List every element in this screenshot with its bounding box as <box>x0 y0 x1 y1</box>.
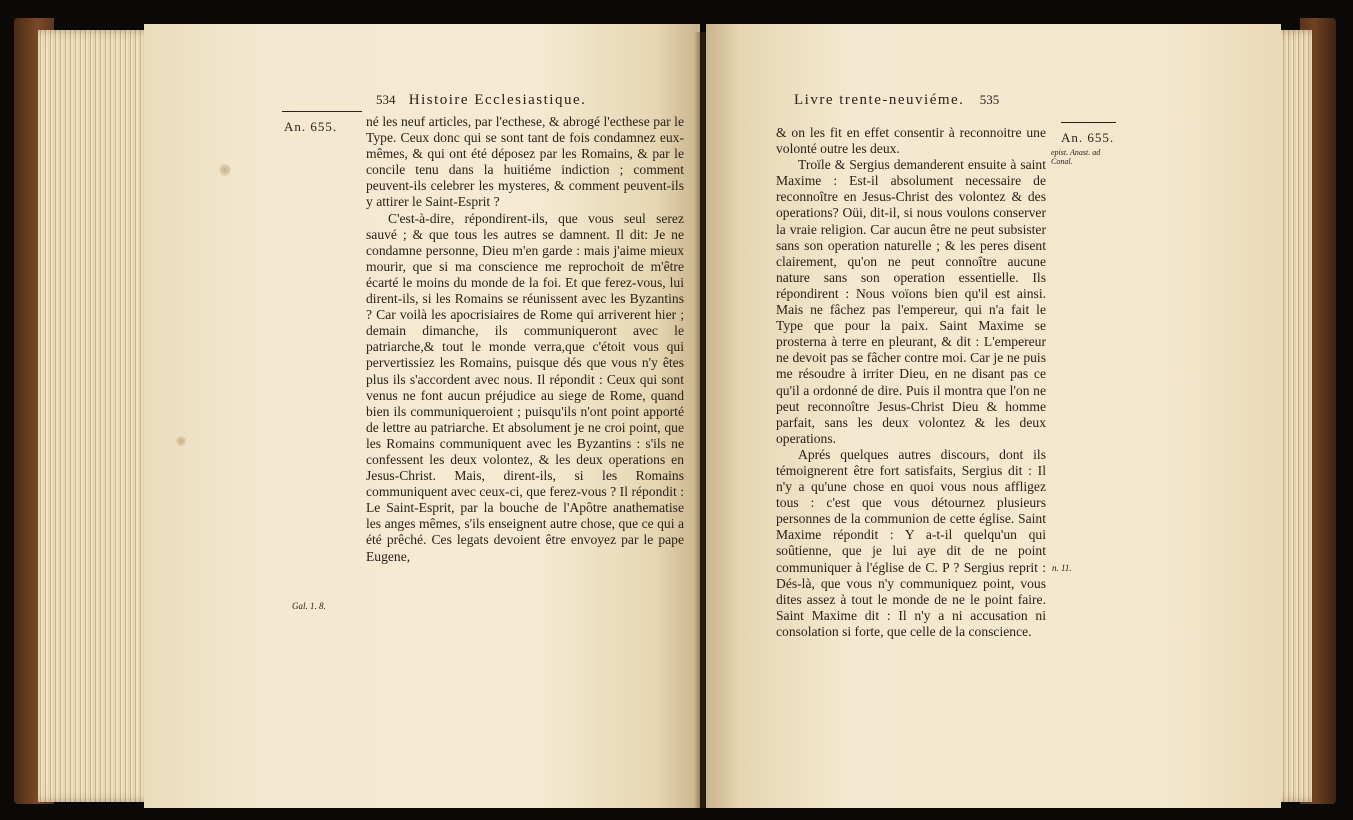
year-rule-left <box>282 111 362 112</box>
foxing-stain <box>219 164 231 176</box>
left-page-number: 534 <box>376 92 396 107</box>
right-paragraph-3: Aprés quelques autres discours, dont ils témoignerent être fort satisfaits, Sergius dit : Il n'y a qu'une chose en quoi vous nous affligez tous : c'est que vous détournez plusieurs personnes de la communion de cette église. Saint Maxime répondit : Y a-t-il quelqu'un qui soûtienne, que je lui aye dit de ne point communiquer à l'église de C. P ? Sergius reprit : Dés-là, que vous n'y communiquez point, vous dites assez à tout le monde de ne le point faire. Saint Maxime dit : Il n'y a ni accusation ni consolation si forte, que celle de la conscience. <box>776 446 1046 639</box>
year-rule-right <box>1061 122 1116 123</box>
right-running-title: Livre trente-neuviéme. <box>794 92 965 108</box>
page-edges-left <box>38 30 156 802</box>
right-paragraph-2: Troïle & Sergius demanderent ensuite à saint Maxime : Est-il absolument necessaire de reconnoître en Jesus-Christ des volontez & des operations? Oüi, dit-il, si nous voulons conserver la vraie religion. Car aucun être ne peut subsister sans son operation naturelle ; & les peres disent clairement, qu'on ne peut connoître aucune nature sans son operation essentielle. Ils répondirent : Nous voïons bien qu'il est ainsi. Mais ne fâchez pas l'empereur, qui n'a fait le Type que pour la paix. Saint Maxime se prosterna à terre en pleurant, & dit : L'empereur ne devoit pas se fâcher contre moi. Car je ne puis me résoudre à irriter Dieu, en ne disant pas ce qu'il a ordonné de dire. Puis il montra que l'on ne peut reconnoître Jesus-Christ Dieu & homme parfait, sans les deux volontez & les deux operations. <box>776 157 1046 446</box>
left-year-marker: An. 655. <box>284 119 338 134</box>
right-body-text <box>776 125 1046 640</box>
left-running-head <box>376 92 586 109</box>
right-page <box>706 24 1281 808</box>
right-margin-note-top: epist. Anast. ad Conal. <box>1051 148 1101 166</box>
left-page <box>144 24 700 808</box>
left-margin-note: Gal. 1. 8. <box>292 601 326 611</box>
foxing-stain <box>176 436 186 446</box>
left-paragraph-1: né les neuf articles, par l'ecthese, & abrogé l'ecthese par le Type. Ceux donc qui se sont tant de fois condamnez eux-mêmes, & qui ont été déposez par les Romains, & par le concile tenu dans la huitiéme indiction ; comment peuvent-ils celebrer les mysteres, & comment peuvent-ils y attirer le Saint-Esprit ? <box>366 114 684 210</box>
right-page-number: 535 <box>979 92 1000 107</box>
right-paragraph-1: & on les fit en effet consentir à reconnoitre une volonté outre les deux. <box>776 125 1046 157</box>
right-year-marker: An. 655. <box>1061 130 1115 145</box>
left-paragraph-2: C'est-à-dire, répondirent-ils, que vous seul serez sauvé ; & que tous les autres se damnent. Il dit: Je ne condamne personne, Dieu m'en garde : mais j'aime mieux mourir, que si ma conscience me reprochoit de m'être écarté le moins du monde de la foi. Et que ferez-vous, lui dirent-ils, si les Romains se réunissent avec les Byzantins ? Car voilà les apocrisiaires de Rome qui arriverent hier ; demain dimanche, ils communiqueront avec le patriarche,& tout le monde verra,que c'étoit vous qui pervertissiez les Romains, puisque dés que vous n'y êtes plus ils s'accordent avec nous. Il répondit : Ceux qui sont venus ne font aucun préjudice au siege de Rome, quand bien ils communiqueroient ; puisqu'ils n'ont point apporté de lettre au patriarche. Et absolument je ne croi point, que les Romains communiquent avec les Byzantins : s'ils ne confessent les deux volontez, & les deux operations en Jesus-Christ. Mais, dirent-ils, si les Romains communiquent avec ceux-ci, que ferez-vous ? Il répondit : Le Saint-Esprit, par la bouche de l'Apôtre anathematise les anges mêmes, s'ils enseignent autre chose, que ce qui a été prêché. Ces legats devoient être envoyez par le pape Eugene, <box>366 210 684 564</box>
open-book <box>14 14 1336 806</box>
left-body-text <box>366 114 684 565</box>
left-running-title: Histoire Ecclesiastique. <box>408 92 587 108</box>
right-running-head <box>794 92 999 109</box>
right-margin-note-mid: n. 11. <box>1052 563 1072 573</box>
